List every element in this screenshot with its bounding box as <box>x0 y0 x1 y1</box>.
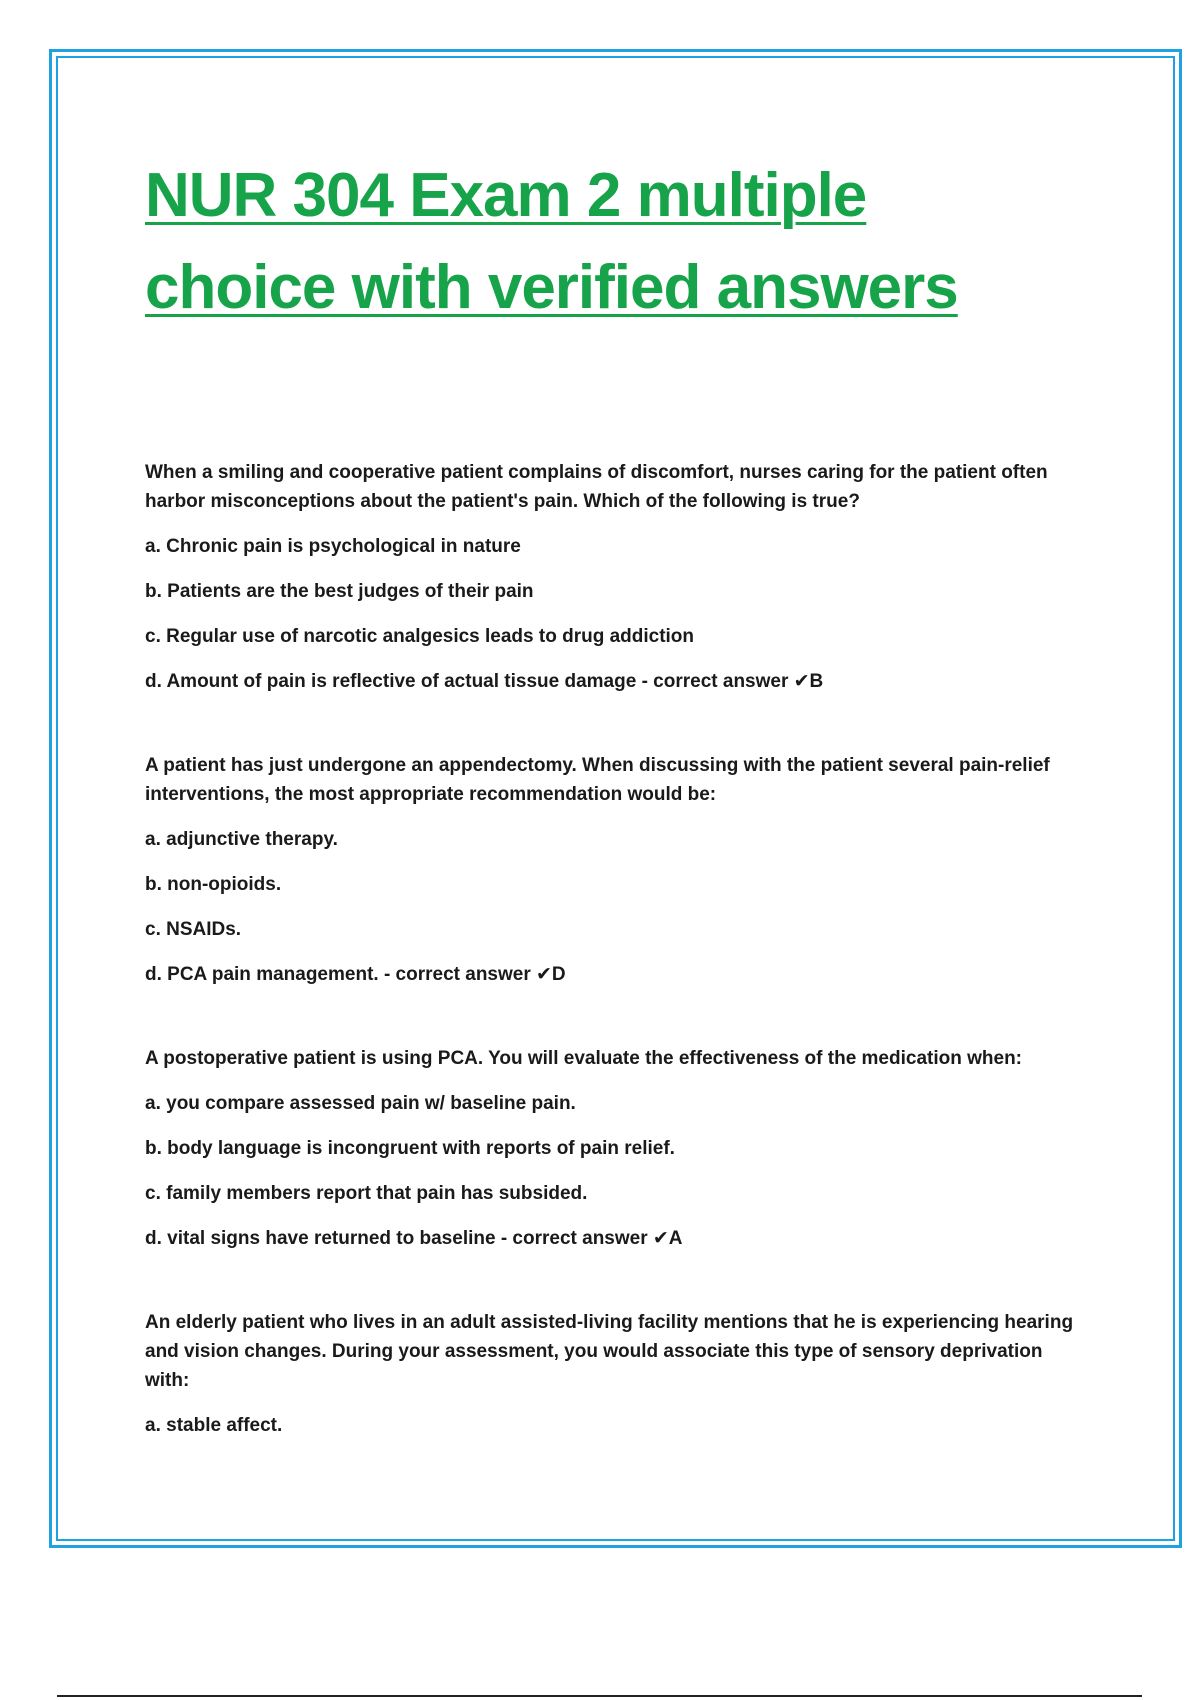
answer-option: a. you compare assessed pain w/ baseline pain. <box>145 1093 576 1114</box>
answer-option: c. Regular use of narcotic analgesics leads to drug addiction <box>145 626 695 647</box>
question-3 <box>145 1044 1085 1253</box>
question-stem: An elderly patient who lives in an adult assisted-living facility mentions that he is experiencing hearing and vision changes. During your assessment, you would associate this type of sensory deprivation with: <box>145 1312 1074 1391</box>
answer-option-with-correct-answer: d. Amount of pain is reflective of actual tissue damage - correct answer ✔B <box>145 671 824 692</box>
answer-option: c. NSAIDs. <box>145 919 242 940</box>
question-list <box>145 458 1085 1440</box>
question-1 <box>145 458 1085 696</box>
title-line-1: NUR 304 Exam 2 multiple <box>145 161 867 230</box>
answer-option: a. adjunctive therapy. <box>145 829 338 850</box>
answer-option: b. Patients are the best judges of their pain <box>145 581 534 602</box>
question-2 <box>145 751 1085 989</box>
answer-option-with-correct-answer: d. vital signs have returned to baseline - correct answer ✔A <box>145 1228 683 1249</box>
answer-option: b. non-opioids. <box>145 874 282 895</box>
document-title <box>145 150 1085 334</box>
answer-option: a. Chronic pain is psychological in nature <box>145 536 521 557</box>
title-line-2: choice with verified answers <box>145 253 958 322</box>
answer-option: c. family members report that pain has subsided. <box>145 1183 588 1204</box>
question-stem: A postoperative patient is using PCA. You will evaluate the effectiveness of the medication when: <box>145 1048 1022 1069</box>
answer-option-with-correct-answer: d. PCA pain management. - correct answer ✔D <box>145 964 566 985</box>
answer-option: a. stable affect. <box>145 1415 283 1436</box>
question-stem: A patient has just undergone an appendectomy. When discussing with the patient several pain-relief interventions, the most appropriate recommendation would be: <box>145 755 1050 805</box>
document-content <box>145 150 1085 1495</box>
question-stem: When a smiling and cooperative patient complains of discomfort, nurses caring for the patient often harbor misconceptions about the patient's pain. Which of the following is true? <box>145 462 1048 512</box>
answer-option: b. body language is incongruent with reports of pain relief. <box>145 1138 675 1159</box>
footer-divider <box>57 1695 1142 1697</box>
question-4 <box>145 1308 1085 1440</box>
